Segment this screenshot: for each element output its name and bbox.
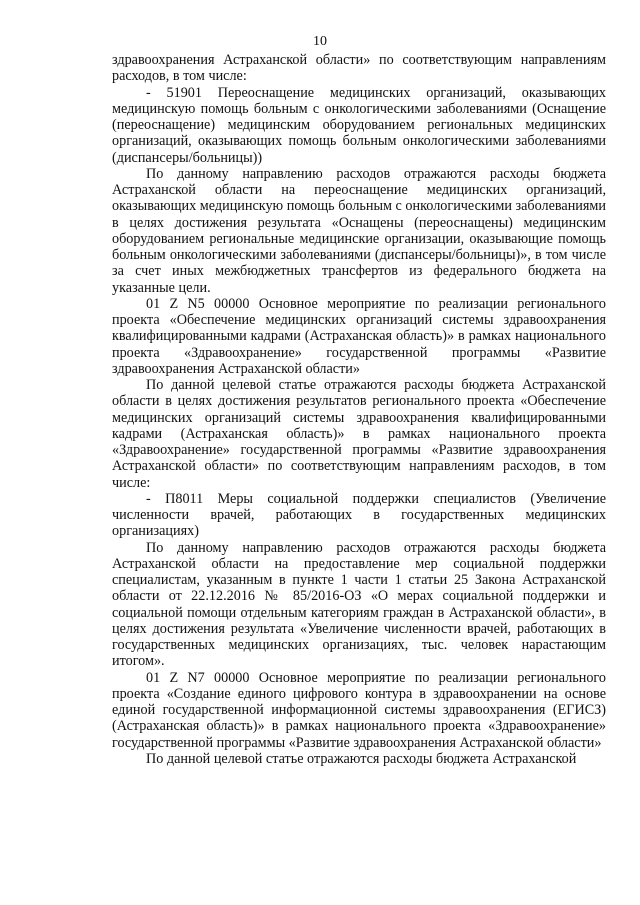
- paragraph-continuation: здравоохранения Астраханской области» по соответствующим направлениям расходов, в том числе:: [112, 52, 606, 85]
- paragraph-trailing: По данной целевой статье отражаются расходы бюджета Астраханской: [146, 750, 577, 767]
- document-body: [112, 52, 606, 767]
- paragraph-social-support-description: По данному направлению расходов отражаются расходы бюджета Астраханской области на предоставление мер социальной поддержки специалистам, указанным в пункте 1 части 1 статьи 25 Закона Астраханской области от 22.12.2016 № 85/2016-ОЗ «О мерах социальной поддержки и социальной помощи отдельным категориям граждан в Астраханской области», в целях достижения результата «Увеличение численности врачей, работающих в государственных медицинских организациях, тыс. человек нарастающим итогом».: [112, 539, 606, 670]
- paragraph-target-article-n7: 01 Z N7 00000 Основное мероприятие по реализации регионального проекта «Создание единого цифрового контура в здравоохранении на основе единой государственной информационной системы здравоохранения (ЕГИСЗ) (Астраханская область)» в рамках национального проекта «Здравоохранение» государственной программы «Развитие здравоохранения Астраханской области»: [112, 669, 606, 751]
- paragraph-expense-description: По данному направлению расходов отражаются расходы бюджета Астраханской области на переоснащение медицинских организаций, оказывающих медицинскую помощь больным с онкологическими заболеваниями в целях достижения результата «Оснащены (переоснащены) медицинским оборудованием региональные медицинские организации, оказывающие помощь больным онкологическими заболеваниями (диспансеры/больницы)», в том числе за счет иных межбюджетных трансфертов из федерального бюджета на указанные цели.: [112, 165, 606, 296]
- list-item-51901: - 51901 Переоснащение медицинских организаций, оказывающих медицинскую помощь больным с онкологическими заболеваниями (Оснащение (переоснащение) медицинским оборудованием региональных медицинских организаций, оказывающих помощь больным онкологическими заболеваниями (диспансеры/больницы)): [112, 84, 606, 166]
- page-number: 10: [313, 34, 327, 49]
- paragraph-target-article-description: По данной целевой статье отражаются расходы бюджета Астраханской области в целях достижения результатов регионального проекта «Обеспечение медицинских организаций системы здравоохранения квалифицированными кадрами (Астраханская область)» в рамках национального проекта «Здравоохранение» государственной программы «Развитие здравоохранения Астраханской области» по соответствующим направлениям расходов, в том числе:: [112, 377, 606, 491]
- paragraph-target-article-n5: 01 Z N5 00000 Основное мероприятие по реализации регионального проекта «Обеспечение медицинских организаций системы здравоохранения квалифицированными кадрами (Астраханская область)» в рамках национального проекта «Здравоохранение» государственной программы «Развитие здравоохранения Астраханской области»: [112, 295, 606, 377]
- list-item-p8011: - П8011 Меры социальной поддержки специалистов (Увеличение численности врачей, работающих в государственных медицинских организациях): [112, 490, 606, 540]
